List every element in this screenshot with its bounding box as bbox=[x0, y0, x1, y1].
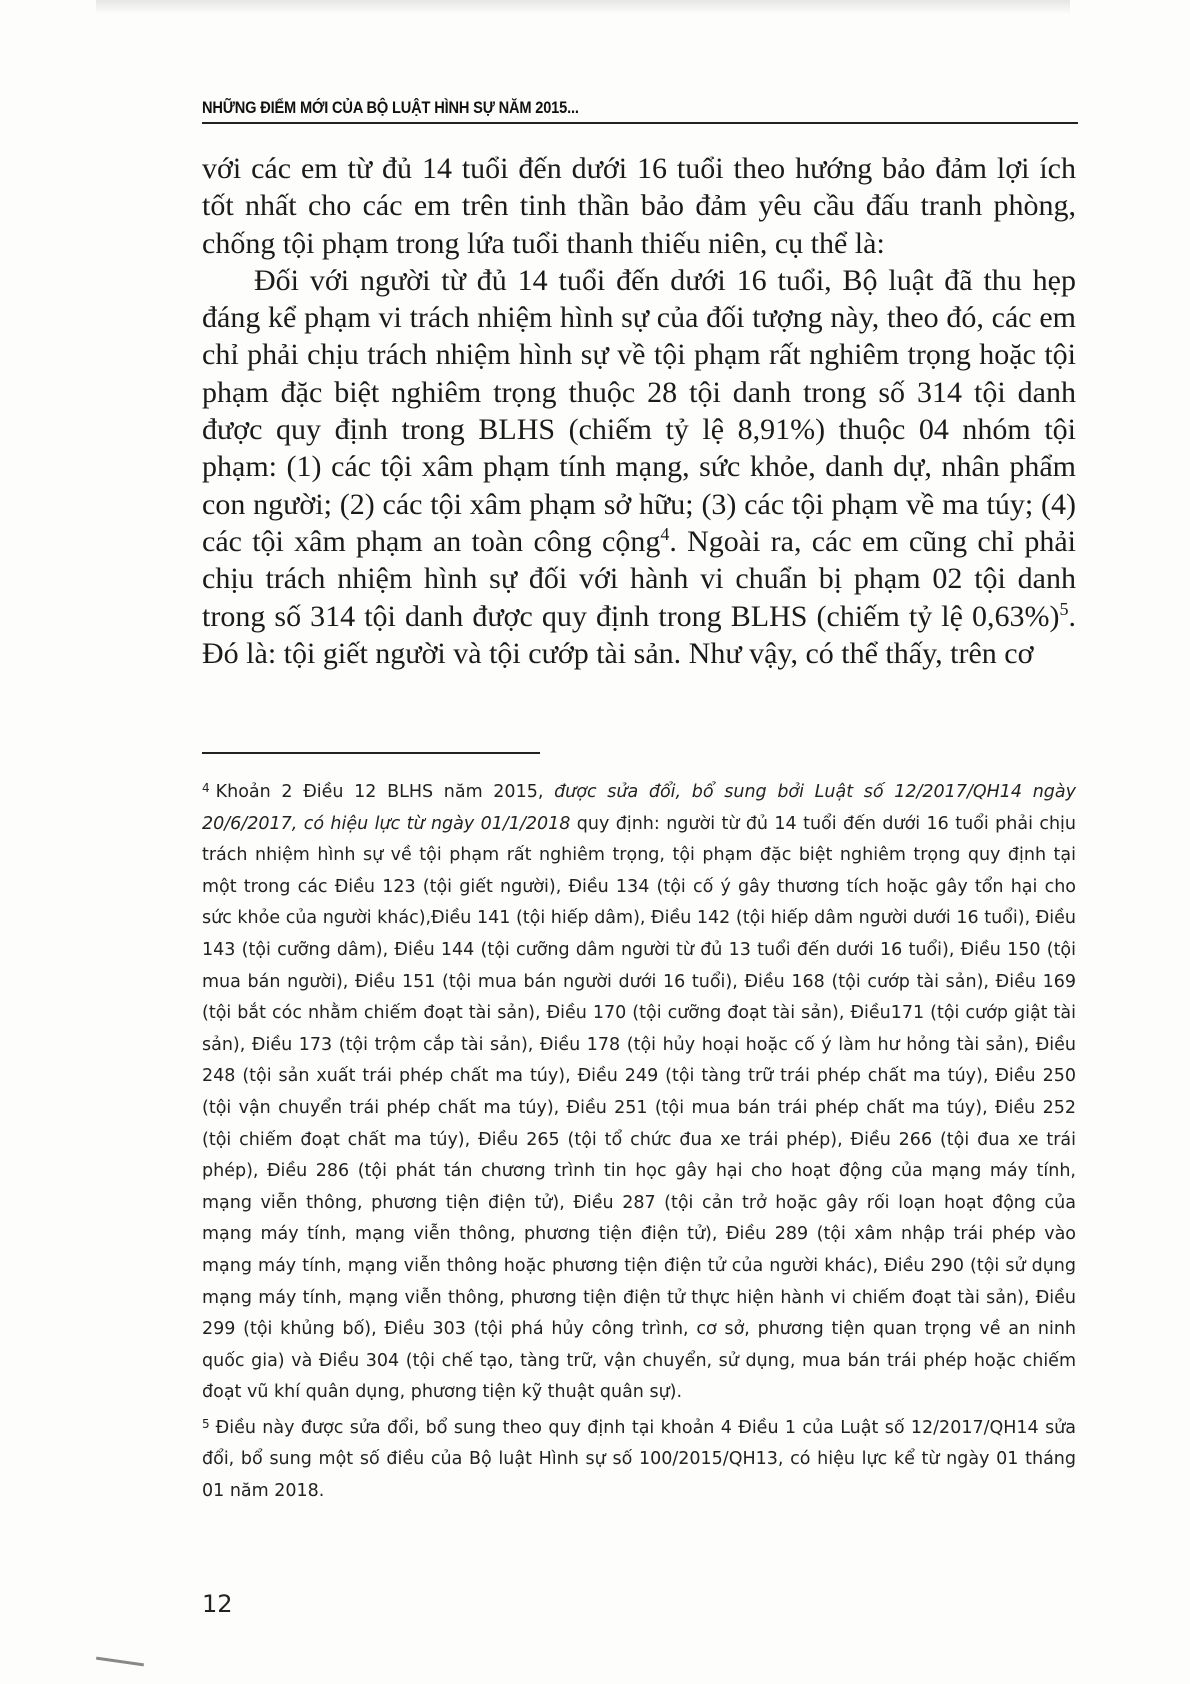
page-number: 12 bbox=[202, 1590, 233, 1618]
footnote-5 bbox=[202, 1409, 1076, 1508]
footnote-4-italic: được sửa đổi, bổ sung bởi Luật số 12/2017/QH14 ngày 20/6/2017, có hiệu lực từ ngày 01/1/2018 bbox=[202, 782, 1076, 834]
paragraph-2-part-b: . Ngoài ra, các em cũng chỉ phải chịu trách nhiệm hình sự đối với hành vi chuẩn bị phạm 02 tội danh trong số 314 tội danh được quy định trong BLHS (chiếm tỷ lệ 0,63%) bbox=[202, 524, 1076, 633]
footnote-5-text: Điều này được sửa đổi, bổ sung theo quy định tại khoản 4 Điều 1 của Luật số 12/2017/QH14 sửa đổi, bổ sung một số điều của Bộ luật Hình sự số 100/2015/QH13, có hiệu lực kể từ ngày 01 tháng 01 năm 2018. bbox=[202, 1417, 1076, 1502]
scan-artifact bbox=[96, 1657, 144, 1667]
footnote-mark: 5 bbox=[202, 1416, 210, 1431]
main-text bbox=[202, 150, 1076, 672]
paragraph-2 bbox=[202, 262, 1076, 672]
footnote-ref-4[interactable]: 4 bbox=[660, 523, 670, 544]
paragraph-1: với các em từ đủ 14 tuổi đến dưới 16 tuổi theo hướng bảo đảm lợi ích tốt nhất cho các em trên tinh thần bảo đảm yêu cầu đấu tranh phòng, chống tội phạm trong lứa tuổi thanh thiếu niên, cụ thể là: bbox=[202, 152, 1076, 260]
footnote-separator bbox=[202, 752, 540, 754]
footnote-mark: 4 bbox=[202, 781, 210, 795]
footnote-4-text: quy định: người từ đủ 14 tuổi đến dưới 16 tuổi phải chịu trách nhiệm hình sự về tội phạm rất nghiêm trọng, tội phạm đặc biệt nghiêm trọng quy định tại một trong các Điều 123 (tội giết người), Điều 134 (tội cố ý gây thương tích hoặc gây tổn hại cho sức khỏe của người khác),Điều 141 (tội hiếp dâm), Điều 142 (tội hiếp dâm người dưới 16 tuổi), Điều 143 (tội cưỡng dâm), Điều 144 (tội cưỡng dâm người từ đủ 13 tuổi đến dưới 16 tuổi), Điều 150 (tội mua bán người), Điều 151 (tội mua bán người dưới 16 tuổi), Điều 168 (tội cướp tài sản), Điều 169 (tội bắt cóc nhằm chiếm đoạt tài sản), Điều 170 (tội cưỡng đoạt tài sản), Điều171 (tội cướp giật tài sản), Điều 173 (tội trộm cắp tài sản), Điều 178 (tội hủy hoại hoặc cố ý làm hư hỏng tài sản), Điều 248 (tội sản xuất trái phép chất ma túy), Điều 249 (tội tàng trữ trái phép chất ma túy), Điều 250 (tội vận chuyển trái phép chất ma túy), Điều 251 (tội mua bán trái phép chất ma túy), Điều 252 (tội chiếm đoạt chất ma túy), Điều 265 (tội tổ chức đua xe trái phép), Điều 266 (tội đua xe trái phép), Điều 286 (tội phát tán chương trình tin học gây hại cho hoạt động của mạng máy tính, mạng viễn thông, phương tiện điện tử), Điều 287 (tội cản trở hoặc gây rối loạn hoạt động của mạng máy tính, mạng viễn thông, phương tiện điện tử), Điều 289 (tội xâm nhập trái phép vào mạng máy tính, mạng viễn thông hoặc phương tiện điện tử của người khác), Điều 290 (tội sử dụng mạng máy tính, mạng viễn thông, phương tiện điện tử thực hiện hành vi chiếm đoạt tài sản), Điều 299 (tội khủng bố), Điều 303 (tội phá hủy công trình, cơ sở, phương tiện quan trọng về an ninh quốc gia) và Điều 304 (tội chế tạo, tàng trữ, vận chuyển, sử dụng, mua bán trái phép hoặc chiếm đoạt vũ khí quân dụng, phương tiện kỹ thuật quân sự). bbox=[202, 813, 1076, 1403]
paragraph-2-part-c: . Đó là: tội giết người và tội cướp tài sản. Như vậy, có thể thấy, trên cơ bbox=[202, 599, 1076, 670]
footnote-ref-5[interactable]: 5 bbox=[1059, 598, 1069, 619]
paragraph-2-part-a: Đối với người từ đủ 14 tuổi đến dưới 16 tuổi, Bộ luật đã thu hẹp đáng kể phạm vi trách nhiệm hình sự của đối tượng này, theo đó, các em chỉ phải chịu trách nhiệm hình sự về tội phạm rất nghiêm trọng hoặc tội phạm đặc biệt nghiêm trọng thuộc 28 tội danh trong số 314 tội danh được quy định trong BLHS (chiếm tỷ lệ 8,91%) thuộc 04 nhóm tội phạm: (1) các tội xâm phạm tính mạng, sức khỏe, danh dự, nhân phẩm con người; (2) các tội xâm phạm sở hữu; (3) các tội phạm về ma túy; (4) các tội xâm phạm an toàn công cộng bbox=[202, 263, 1076, 558]
footnote-4-lead: Khoản 2 Điều 12 BLHS năm 2015, bbox=[215, 782, 555, 802]
running-header bbox=[202, 92, 1078, 124]
page-top-edge bbox=[96, 0, 1070, 14]
footnote-4 bbox=[202, 773, 1076, 1409]
running-title: NHỮNG ĐIỂM MỚI CỦA BỘ LUẬT HÌNH SỰ NĂM 2015... bbox=[202, 98, 579, 117]
footnotes bbox=[202, 773, 1076, 1508]
